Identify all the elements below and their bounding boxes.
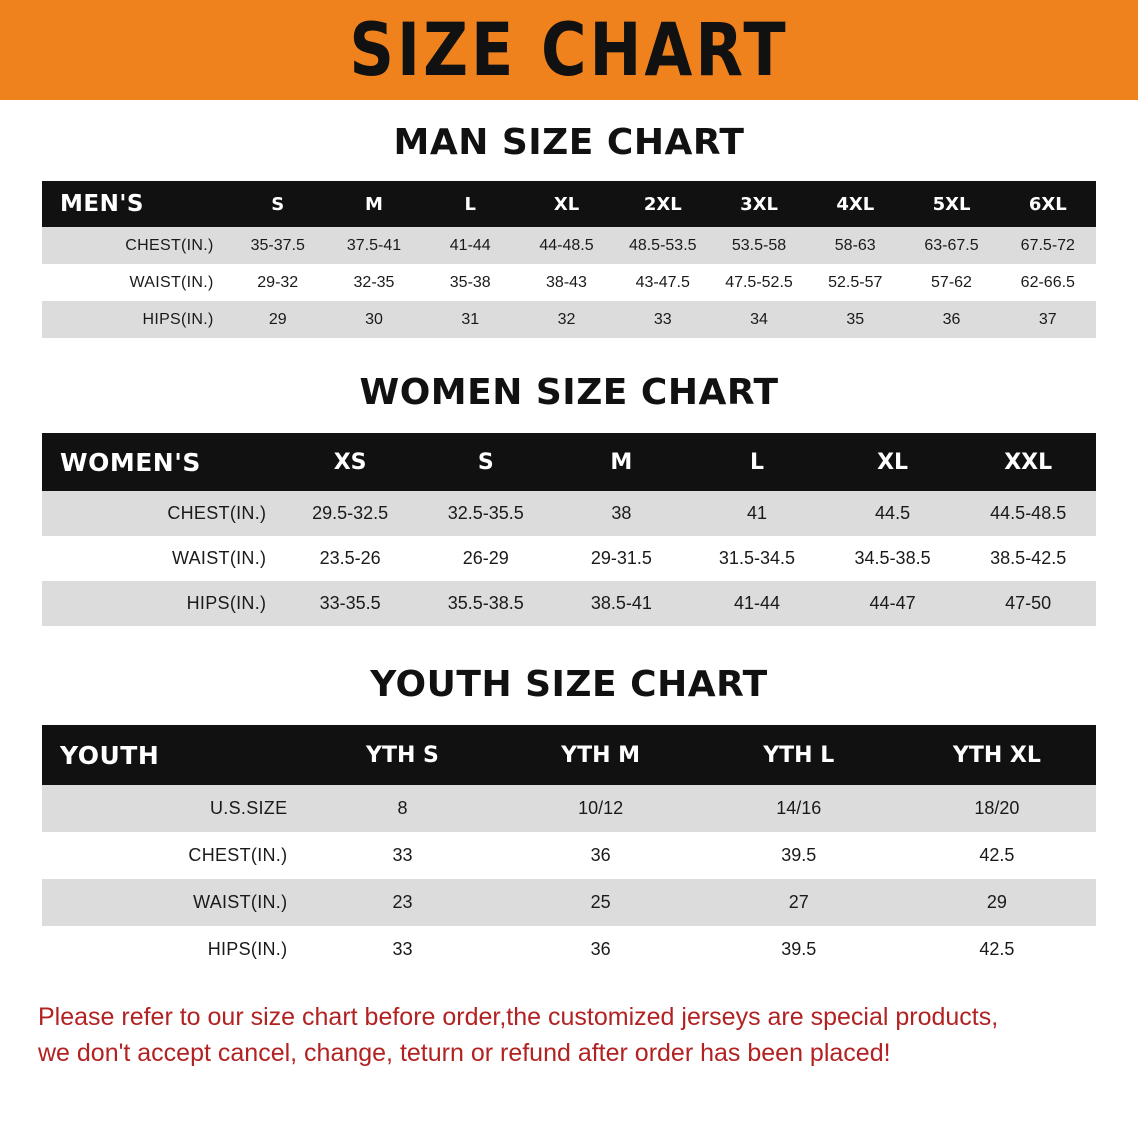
disclaimer-line-2: we don't accept cancel, change, teturn or refund after order has been placed!: [38, 1039, 891, 1068]
table-cell: 39.5: [700, 926, 898, 973]
row-label: WAIST(IN.): [42, 536, 282, 581]
man-size-table: [42, 181, 1096, 338]
table-row: [42, 832, 1096, 879]
table-cell: 27: [700, 879, 898, 926]
table-cell: 47-50: [960, 581, 1096, 626]
table-corner-label: YOUTH: [42, 725, 303, 785]
table-cell: 47.5-52.5: [711, 264, 807, 301]
table-cell: 33: [303, 926, 501, 973]
man-table-header: [42, 181, 1096, 227]
table-cell: 37: [1000, 301, 1096, 338]
table-row: [42, 491, 1096, 536]
table-cell: 31: [422, 301, 518, 338]
table-cell: 38-43: [518, 264, 614, 301]
women-table-body: [42, 491, 1096, 626]
disclaimer-note: [38, 999, 1100, 1072]
table-header-row: [42, 725, 1096, 785]
man-table-wrap: [42, 181, 1096, 338]
table-cell: 36: [903, 301, 999, 338]
page-banner: [0, 0, 1138, 100]
table-header-row: [42, 433, 1096, 491]
column-header: L: [422, 181, 518, 227]
disclaimer-line-1: Please refer to our size chart before order,the customized jerseys are special products,: [38, 1003, 999, 1031]
table-cell: 44-47: [825, 581, 961, 626]
column-header: XL: [825, 433, 961, 491]
table-cell: 29-31.5: [554, 536, 690, 581]
youth-table-header: [42, 725, 1096, 785]
table-cell: 36: [502, 926, 700, 973]
column-header: 6XL: [1000, 181, 1096, 227]
table-cell: 10/12: [502, 785, 700, 832]
row-label: HIPS(IN.): [42, 926, 303, 973]
table-cell: 44.5: [825, 491, 961, 536]
table-cell: 38: [554, 491, 690, 536]
table-cell: 63-67.5: [903, 227, 999, 264]
table-row: [42, 536, 1096, 581]
row-label: U.S.SIZE: [42, 785, 303, 832]
table-cell: 25: [502, 879, 700, 926]
column-header: XXL: [960, 433, 1096, 491]
table-cell: 42.5: [898, 832, 1096, 879]
table-cell: 32: [518, 301, 614, 338]
table-cell: 32.5-35.5: [418, 491, 554, 536]
table-cell: 33-35.5: [282, 581, 418, 626]
youth-size-table: [42, 725, 1096, 973]
table-cell: 23.5-26: [282, 536, 418, 581]
table-cell: 44-48.5: [518, 227, 614, 264]
table-cell: 8: [303, 785, 501, 832]
table-cell: 41: [689, 491, 825, 536]
table-corner-label: MEN'S: [42, 181, 230, 227]
table-row: [42, 581, 1096, 626]
women-section-heading: WOMEN SIZE CHART: [359, 372, 779, 413]
youth-section-heading: YOUTH SIZE CHART: [370, 664, 768, 705]
table-cell: 26-29: [418, 536, 554, 581]
table-row: [42, 879, 1096, 926]
youth-table-wrap: [42, 725, 1096, 973]
column-header: 4XL: [807, 181, 903, 227]
column-header: YTH L: [700, 725, 898, 785]
table-cell: 34: [711, 301, 807, 338]
table-row: [42, 301, 1096, 338]
table-cell: 52.5-57: [807, 264, 903, 301]
column-header: YTH XL: [898, 725, 1096, 785]
table-cell: 29.5-32.5: [282, 491, 418, 536]
women-table-header: [42, 433, 1096, 491]
youth-table-body: [42, 785, 1096, 973]
women-table-wrap: [42, 433, 1096, 626]
column-header: 5XL: [903, 181, 999, 227]
table-cell: 37.5-41: [326, 227, 422, 264]
table-cell: 32-35: [326, 264, 422, 301]
row-label: CHEST(IN.): [42, 491, 282, 536]
man-table-body: [42, 227, 1096, 338]
table-row: [42, 785, 1096, 832]
table-cell: 29: [898, 879, 1096, 926]
row-label: WAIST(IN.): [42, 264, 230, 301]
table-cell: 29: [230, 301, 326, 338]
table-cell: 48.5-53.5: [615, 227, 711, 264]
column-header: 3XL: [711, 181, 807, 227]
table-cell: 35-38: [422, 264, 518, 301]
table-cell: 39.5: [700, 832, 898, 879]
table-cell: 62-66.5: [1000, 264, 1096, 301]
column-header: S: [418, 433, 554, 491]
table-cell: 18/20: [898, 785, 1096, 832]
table-cell: 53.5-58: [711, 227, 807, 264]
table-cell: 33: [303, 832, 501, 879]
table-cell: 33: [615, 301, 711, 338]
table-cell: 30: [326, 301, 422, 338]
table-row: [42, 926, 1096, 973]
table-cell: 38.5-41: [554, 581, 690, 626]
column-header: XL: [518, 181, 614, 227]
table-cell: 14/16: [700, 785, 898, 832]
table-cell: 35.5-38.5: [418, 581, 554, 626]
table-cell: 31.5-34.5: [689, 536, 825, 581]
table-cell: 41-44: [422, 227, 518, 264]
table-cell: 34.5-38.5: [825, 536, 961, 581]
table-cell: 35: [807, 301, 903, 338]
women-size-table: [42, 433, 1096, 626]
row-label: HIPS(IN.): [42, 581, 282, 626]
table-cell: 36: [502, 832, 700, 879]
table-cell: 23: [303, 879, 501, 926]
table-cell: 35-37.5: [230, 227, 326, 264]
table-cell: 41-44: [689, 581, 825, 626]
table-cell: 29-32: [230, 264, 326, 301]
table-row: [42, 227, 1096, 264]
row-label: CHEST(IN.): [42, 832, 303, 879]
table-cell: 38.5-42.5: [960, 536, 1096, 581]
table-cell: 44.5-48.5: [960, 491, 1096, 536]
column-header: M: [554, 433, 690, 491]
row-label: CHEST(IN.): [42, 227, 230, 264]
page-title: SIZE CHART: [349, 6, 789, 93]
column-header: XS: [282, 433, 418, 491]
row-label: WAIST(IN.): [42, 879, 303, 926]
table-corner-label: WOMEN'S: [42, 433, 282, 491]
column-header: M: [326, 181, 422, 227]
man-section-heading: MAN SIZE CHART: [393, 122, 745, 163]
table-row: [42, 264, 1096, 301]
table-cell: 42.5: [898, 926, 1096, 973]
table-cell: 67.5-72: [1000, 227, 1096, 264]
table-cell: 58-63: [807, 227, 903, 264]
column-header: YTH M: [502, 725, 700, 785]
column-header: YTH S: [303, 725, 501, 785]
column-header: S: [230, 181, 326, 227]
table-cell: 57-62: [903, 264, 999, 301]
table-cell: 43-47.5: [615, 264, 711, 301]
row-label: HIPS(IN.): [42, 301, 230, 338]
column-header: 2XL: [615, 181, 711, 227]
table-header-row: [42, 181, 1096, 227]
column-header: L: [689, 433, 825, 491]
